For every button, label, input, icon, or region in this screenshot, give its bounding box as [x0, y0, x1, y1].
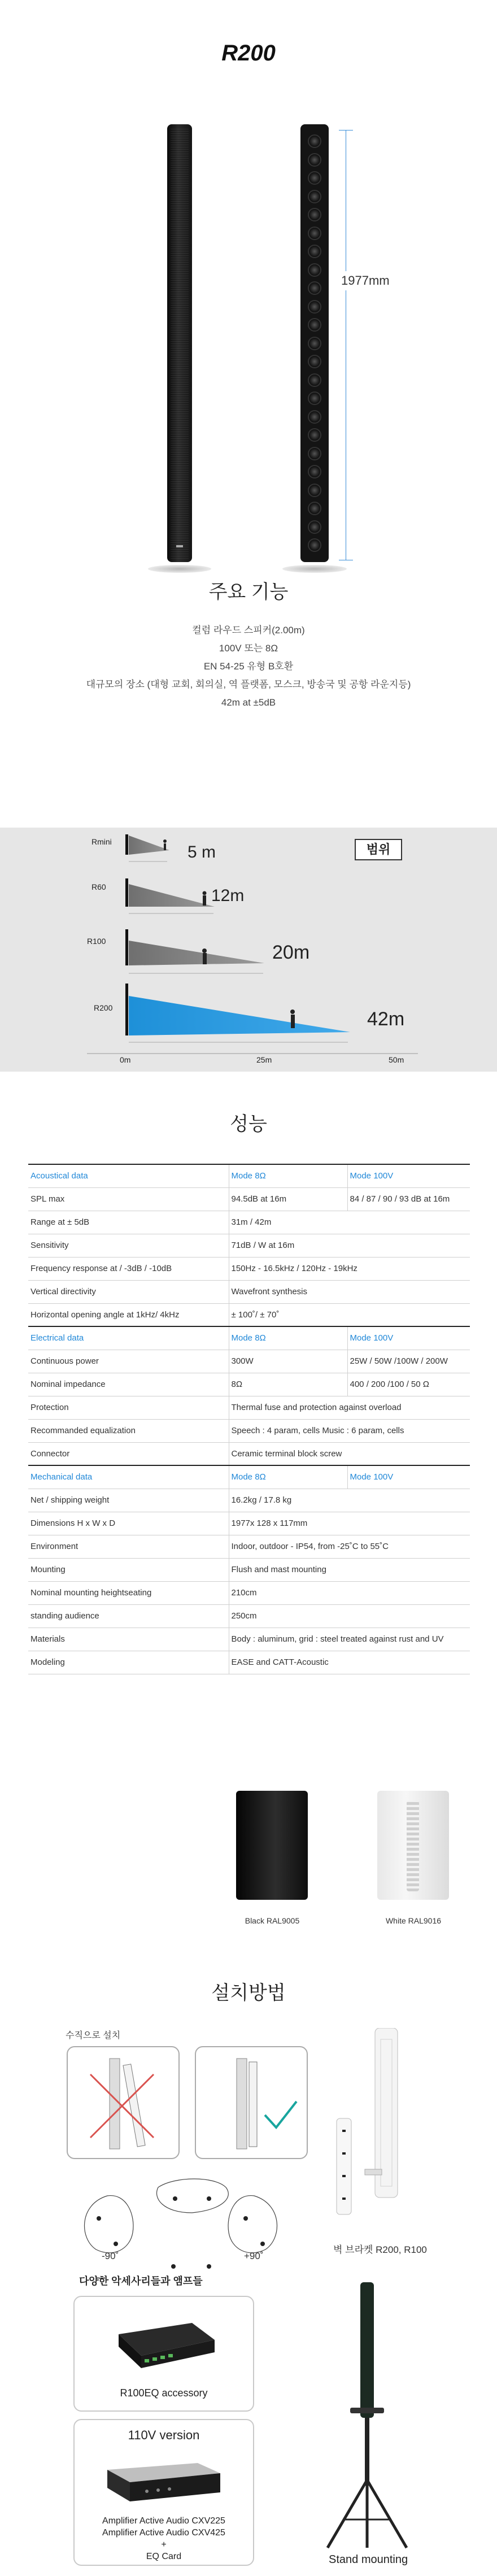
spec-row: [28, 1373, 470, 1396]
distance-label-r200: 42m: [367, 1008, 405, 1030]
spec-cell: Modeling: [28, 1651, 229, 1674]
speaker-driver: [308, 263, 321, 277]
angle-arc-left: [85, 2196, 133, 2253]
angle-label-right: +90˚: [244, 2251, 264, 2261]
speaker-driver: [308, 538, 321, 552]
spec-cell: 210cm: [229, 1581, 470, 1604]
speaker-driver: [308, 465, 321, 478]
spec-row: [28, 1396, 470, 1419]
speaker-driver: [308, 520, 321, 534]
range-cone-r200: [129, 996, 350, 1035]
speaker-driver: [308, 428, 321, 442]
speaker-driver: [308, 171, 321, 185]
amplifier-plus: +: [161, 2540, 167, 2549]
spec-cell: Recommanded equalization: [28, 1419, 229, 1442]
spec-row: [28, 1489, 470, 1512]
spec-cell: Range at ± 5dB: [28, 1211, 229, 1234]
speaker-driver: [308, 245, 321, 258]
spec-cell: Net / shipping weight: [28, 1489, 229, 1512]
color-label-black: Black RAL9005: [245, 1916, 300, 1925]
dimension-label: 1977mm: [341, 271, 390, 290]
speaker-driver: [308, 484, 321, 497]
range-cone-r100: [129, 941, 264, 965]
speaker-grille-removed-image: [300, 124, 329, 562]
mini-speaker-icon: [125, 834, 128, 855]
spec-section-header: [28, 1164, 470, 1187]
accessories-title: 다양한 악세사리들과 앰프들: [79, 2275, 203, 2287]
angle-arc-center: [157, 2179, 229, 2213]
spec-cell: Nominal mounting heightseating: [28, 1581, 229, 1604]
spec-cell: Wavefront synthesis: [229, 1280, 470, 1303]
specs-title: 성능: [230, 1113, 267, 1135]
spec-header-cell: Mode 8Ω: [229, 1465, 347, 1489]
range-chart-svg: [0, 828, 497, 1072]
110v-version-title: 110V version: [128, 2428, 200, 2442]
distance-label-r100: 20m: [272, 942, 310, 963]
spec-cell: Nominal impedance: [28, 1373, 229, 1396]
spec-cell: 300W: [229, 1350, 347, 1373]
spec-row: [28, 1628, 470, 1651]
spec-cell: Connector: [28, 1442, 229, 1465]
speaker-driver: [308, 227, 321, 240]
spec-cell: Dimensions H x W x D: [28, 1512, 229, 1535]
speaker-driver: [308, 190, 321, 203]
spec-header-cell: Mode 100V: [347, 1465, 470, 1489]
spec-cell: Continuous power: [28, 1350, 229, 1373]
accessory-box-eq: [73, 2296, 254, 2412]
speaker-driver: [308, 318, 321, 332]
amplifier-line: EQ Card: [146, 2552, 182, 2561]
r200-speaker-icon: [125, 984, 128, 1035]
model-label-r100: R100: [87, 937, 106, 946]
wall-bracket-label: 벽 브라켓 R200, R100: [333, 2244, 427, 2255]
spec-row: [28, 1651, 470, 1674]
spec-cell: Speech : 4 param, cells Music : 6 param, cells: [229, 1419, 470, 1442]
distance-label-rmini: 5 m: [188, 843, 216, 861]
spec-cell: 16.2kg / 17.8 kg: [229, 1489, 470, 1512]
vertical-install-label: 수직으로 설치: [66, 2031, 121, 2040]
spec-row: [28, 1280, 470, 1303]
spec-cell: standing audience: [28, 1604, 229, 1628]
spec-cell: 71dB / W at 16m: [229, 1234, 470, 1257]
range-cone-rmini: [129, 836, 169, 855]
feature-item: 컬럼 라우드 스피커(2.00m): [192, 625, 305, 636]
wall-bracket-illustration: [331, 2028, 416, 2243]
range-cone-r60: [129, 884, 215, 907]
spec-cell: 31m / 42m: [229, 1211, 470, 1234]
color-label-white: White RAL9016: [385, 1916, 442, 1925]
spec-cell: Environment: [28, 1535, 229, 1558]
feature-item: 42m at ±5dB: [221, 697, 276, 708]
speaker-driver: [308, 502, 321, 515]
spec-cell: Protection: [28, 1396, 229, 1419]
installation-title: 설치방법: [211, 1982, 286, 2004]
features-list: [0, 621, 497, 712]
spec-row: [28, 1535, 470, 1558]
feature-item: EN 54-25 유형 B호환: [203, 661, 294, 672]
color-swatch-white: [377, 1791, 449, 1900]
spec-cell: Mounting: [28, 1558, 229, 1581]
spec-cell: Ceramic terminal block screw: [229, 1442, 470, 1465]
axis-tick-0m: 0m: [120, 1055, 131, 1064]
speaker-logo: [176, 545, 183, 547]
spec-cell: SPL max: [28, 1187, 229, 1211]
spec-cell: Thermal fuse and protection against overload: [229, 1396, 470, 1419]
spec-cell: 400 / 200 /100 / 50 Ω: [347, 1373, 470, 1396]
spec-cell: Materials: [28, 1628, 229, 1651]
spec-row: [28, 1187, 470, 1211]
wrong-install-illustration: [67, 2046, 180, 2159]
color-swatch-black: [236, 1791, 308, 1900]
spec-header-cell: Mode 8Ω: [229, 1326, 347, 1350]
speaker-driver: [308, 281, 321, 295]
accessory-box-110v: [73, 2419, 254, 2566]
spec-cell: 25W / 50W /100W / 200W: [347, 1350, 470, 1373]
spec-section-header: [28, 1326, 470, 1350]
axis-tick-50m: 50m: [389, 1055, 404, 1064]
speaker-front-image: [167, 124, 192, 562]
speaker-driver: [308, 153, 321, 167]
stand-mounting-image: [316, 2282, 418, 2551]
spec-cell: Body : aluminum, grid : steel treated against rust and UV: [229, 1628, 470, 1651]
spec-cell: 1977x 128 x 117mm: [229, 1512, 470, 1535]
model-label-r60: R60: [91, 882, 106, 891]
spec-row: [28, 1512, 470, 1535]
spec-cell: Vertical directivity: [28, 1280, 229, 1303]
spec-cell: EASE and CATT-Acoustic: [229, 1651, 470, 1674]
eq-accessory-caption: R100EQ accessory: [120, 2387, 208, 2399]
range-chart: [0, 828, 497, 1072]
spec-row: [28, 1581, 470, 1604]
features-title: 주요 기능: [208, 581, 289, 603]
spec-row: [28, 1442, 470, 1465]
spec-header-cell: Mode 100V: [347, 1326, 470, 1350]
spec-cell: ± 100˚/ ± 70˚: [229, 1303, 470, 1326]
spec-row: [28, 1604, 470, 1628]
spec-cell: Flush and mast mounting: [229, 1558, 470, 1581]
r60-speaker-icon: [125, 878, 128, 907]
spec-cell: Frequency response at / -3dB / -10dB: [28, 1257, 229, 1280]
r100-speaker-icon: [125, 929, 128, 965]
product-title: R200: [221, 41, 276, 66]
person-icon: [163, 839, 295, 1028]
spec-row: [28, 1257, 470, 1280]
axis-tick-25m: 25m: [256, 1055, 272, 1064]
model-label-rmini: Rmini: [91, 837, 112, 846]
spec-section-header: [28, 1465, 470, 1489]
spec-cell: 94.5dB at 16m: [229, 1187, 347, 1211]
spec-header-cell: Electrical data: [28, 1326, 229, 1350]
spec-cell: 250cm: [229, 1604, 470, 1628]
speaker-driver: [308, 134, 321, 148]
speaker-driver: [308, 208, 321, 221]
speaker-shadow: [282, 565, 347, 573]
correct-install-svg: [196, 2047, 307, 2158]
speaker-driver: [308, 337, 321, 350]
model-label-r200: R200: [94, 1003, 113, 1012]
speaker-driver: [308, 355, 321, 368]
spec-cell: Indoor, outdoor - IP54, from -25˚C to 55˚C: [229, 1535, 470, 1558]
amplifier-line: Amplifier Active Audio CXV225: [102, 2516, 225, 2526]
spec-header-cell: Acoustical data: [28, 1164, 229, 1187]
spec-cell: Sensitivity: [28, 1234, 229, 1257]
spec-cell: 150Hz - 16.5kHz / 120Hz - 19kHz: [229, 1257, 470, 1280]
speaker-driver: [308, 447, 321, 460]
spec-header-cell: Mode 8Ω: [229, 1164, 347, 1187]
angle-arc-right: [228, 2196, 277, 2253]
spec-header-cell: Mode 100V: [347, 1164, 470, 1187]
spec-row: [28, 1211, 470, 1234]
spec-row: [28, 1419, 470, 1442]
speaker-driver: [308, 373, 321, 387]
angle-label-left: -90˚: [102, 2251, 119, 2261]
amplifier-image: [102, 2453, 226, 2507]
speaker-driver: [308, 391, 321, 405]
specs-table: [28, 1164, 470, 1674]
feature-item: 100V 또는 8Ω: [219, 643, 278, 654]
speaker-driver: [308, 300, 321, 314]
feature-item: 대규모의 장소 (대형 교회, 회의실, 역 플랫폼, 모스크, 방송국 및 공항 라운지등): [86, 679, 411, 690]
stand-mounting-label: Stand mounting: [329, 2553, 408, 2566]
spec-row: [28, 1350, 470, 1373]
wrong-install-svg: [68, 2047, 178, 2158]
eq-module-image: [107, 2312, 220, 2374]
speaker-driver: [308, 410, 321, 424]
distance-label-r60: 12m: [211, 886, 245, 905]
spec-header-cell: Mechanical data: [28, 1465, 229, 1489]
spec-cell: Horizontal opening angle at 1kHz/ 4kHz: [28, 1303, 229, 1326]
spec-cell: 84 / 87 / 90 / 93 dB at 16m: [347, 1187, 470, 1211]
spec-row: [28, 1303, 470, 1326]
spec-row: [28, 1558, 470, 1581]
spec-row: [28, 1234, 470, 1257]
spec-cell: 8Ω: [229, 1373, 347, 1396]
amplifier-line: Amplifier Active Audio CXV425: [102, 2528, 225, 2538]
correct-install-illustration: [195, 2046, 308, 2159]
range-badge: 범위: [355, 839, 402, 860]
speaker-shadow: [148, 565, 211, 573]
